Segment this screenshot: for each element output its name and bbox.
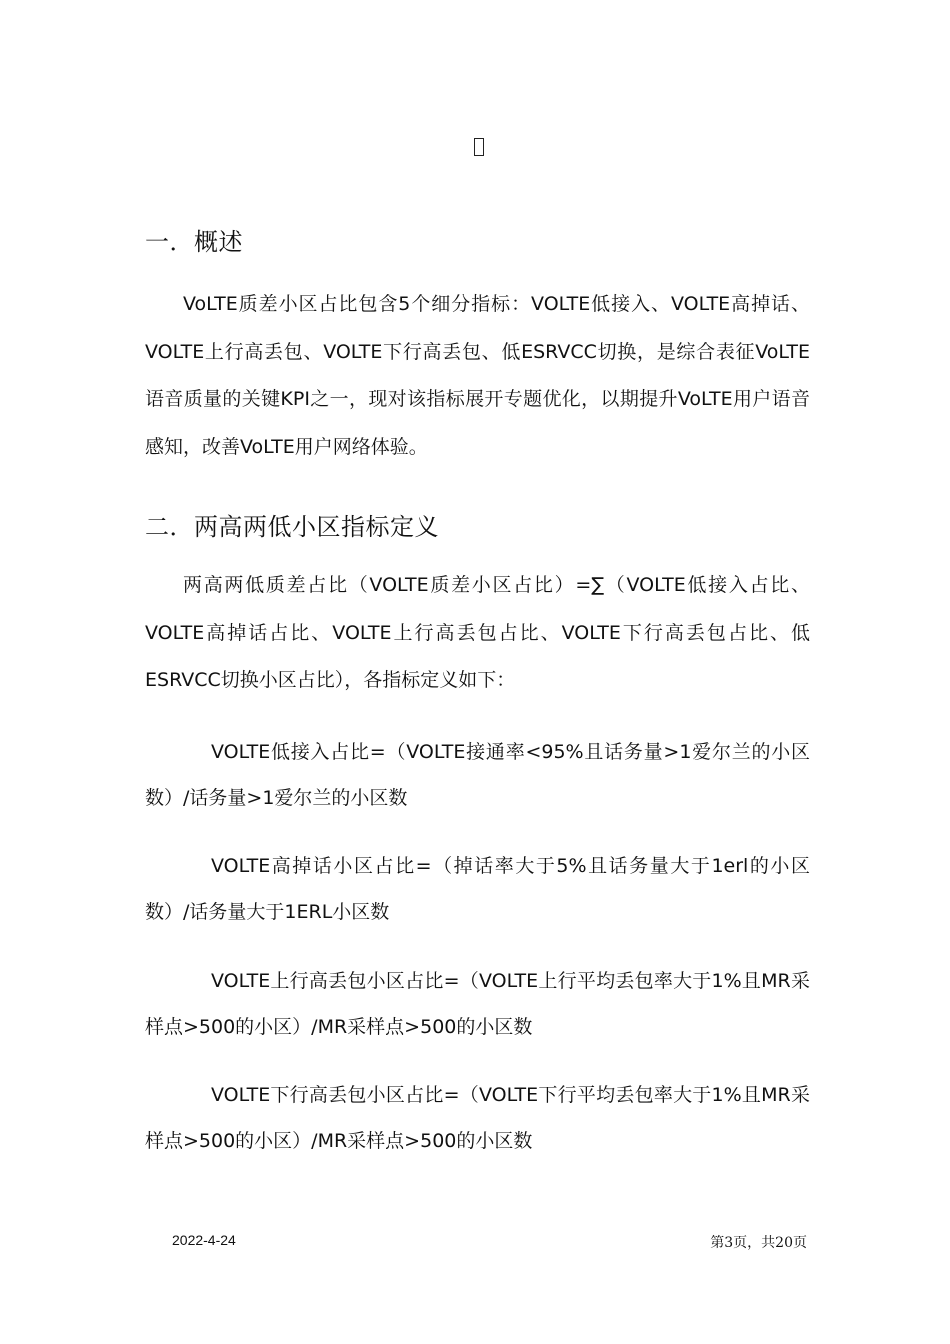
footer-page-number: 第3页，共20页 <box>710 1235 807 1251</box>
section-2-heading: 二．两高两低小区指标定义 <box>145 513 439 541</box>
definition-uplink-loss: VOLTE上行高丢包小区占比=（VOLTE上行平均丢包率大于1%且MR采样点>500的小区）/MR采样点>500的小区数 <box>145 970 810 1038</box>
section-2-intro: 两高两低质差占比（VOLTE质差小区占比）=∑（VOLTE低接入占比、VOLTE高掉话占比、VOLTE上行高丢包占比、VOLTE下行高丢包占比、低ESRVCC切换小区占比），各指标定义如下： <box>145 574 810 691</box>
footer-date: 2022-4-24 <box>172 1232 236 1248</box>
section-1-paragraph: VoLTE质差小区占比包含5个细分指标：VOLTE低接入、VOLTE高掉话、VOLTE上行高丢包、VOLTE下行高丢包、低ESRVCC切换，是综合表征VoLTE语音质量的关键KPI之一，现对该指标展开专题优化，以期提升VoLTE用户语音感知，改善VoLTE用户网络体验。 <box>145 293 810 458</box>
section-1-heading: 一．概述 <box>145 228 243 256</box>
missing-glyph-box <box>474 138 484 156</box>
definition-low-access: VOLTE低接入占比=（VOLTE接通率<95%且话务量>1爱尔兰的小区数）/话务量>1爱尔兰的小区数 <box>145 741 810 809</box>
definition-high-drop: VOLTE高掉话小区占比=（掉话率大于5%且话务量大于1erl的小区数）/话务量大于1ERL小区数 <box>145 855 810 923</box>
definition-downlink-loss: VOLTE下行高丢包小区占比=（VOLTE下行平均丢包率大于1%且MR采样点>500的小区）/MR采样点>500的小区数 <box>145 1084 810 1152</box>
